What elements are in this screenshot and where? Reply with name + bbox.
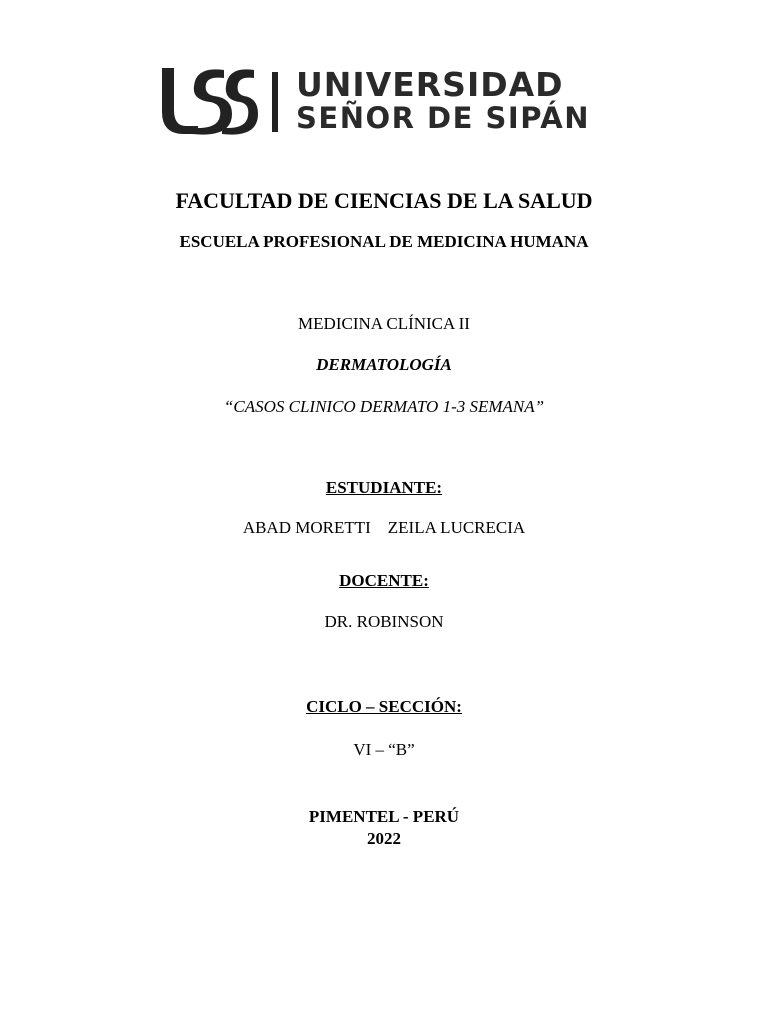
university-logo <box>158 64 610 138</box>
logo-text-universidad: UNIVERSIDAD <box>296 65 564 104</box>
uss-logo-mark <box>158 64 258 138</box>
school-heading: ESCUELA PROFESIONAL DE MEDICINA HUMANA <box>179 232 589 251</box>
logo-text-senor-de-sipan: SEÑOR DE SIPÁN <box>296 101 591 135</box>
logo-divider <box>272 72 278 132</box>
faculty-heading: FACULTAD DE CIENCIAS DE LA SALUD <box>175 188 593 213</box>
year: 2022 <box>367 829 401 848</box>
student-name: ABAD MORETTI ZEILA LUCRECIA <box>242 518 526 537</box>
document-title: “CASOS CLINICO DERMATO 1-3 SEMANA” <box>223 397 545 416</box>
location: PIMENTEL - PERÚ <box>308 807 460 826</box>
cycle-section-value: VI – “B” <box>353 740 415 759</box>
teacher-name: DR. ROBINSON <box>324 612 444 631</box>
subject-name: DERMATOLOGÍA <box>316 355 452 374</box>
student-label: ESTUDIANTE: <box>325 478 443 497</box>
teacher-label: DOCENTE: <box>339 571 429 590</box>
cycle-section-label: CICLO – SECCIÓN: <box>306 697 462 716</box>
course-name: MEDICINA CLÍNICA II <box>298 314 470 333</box>
